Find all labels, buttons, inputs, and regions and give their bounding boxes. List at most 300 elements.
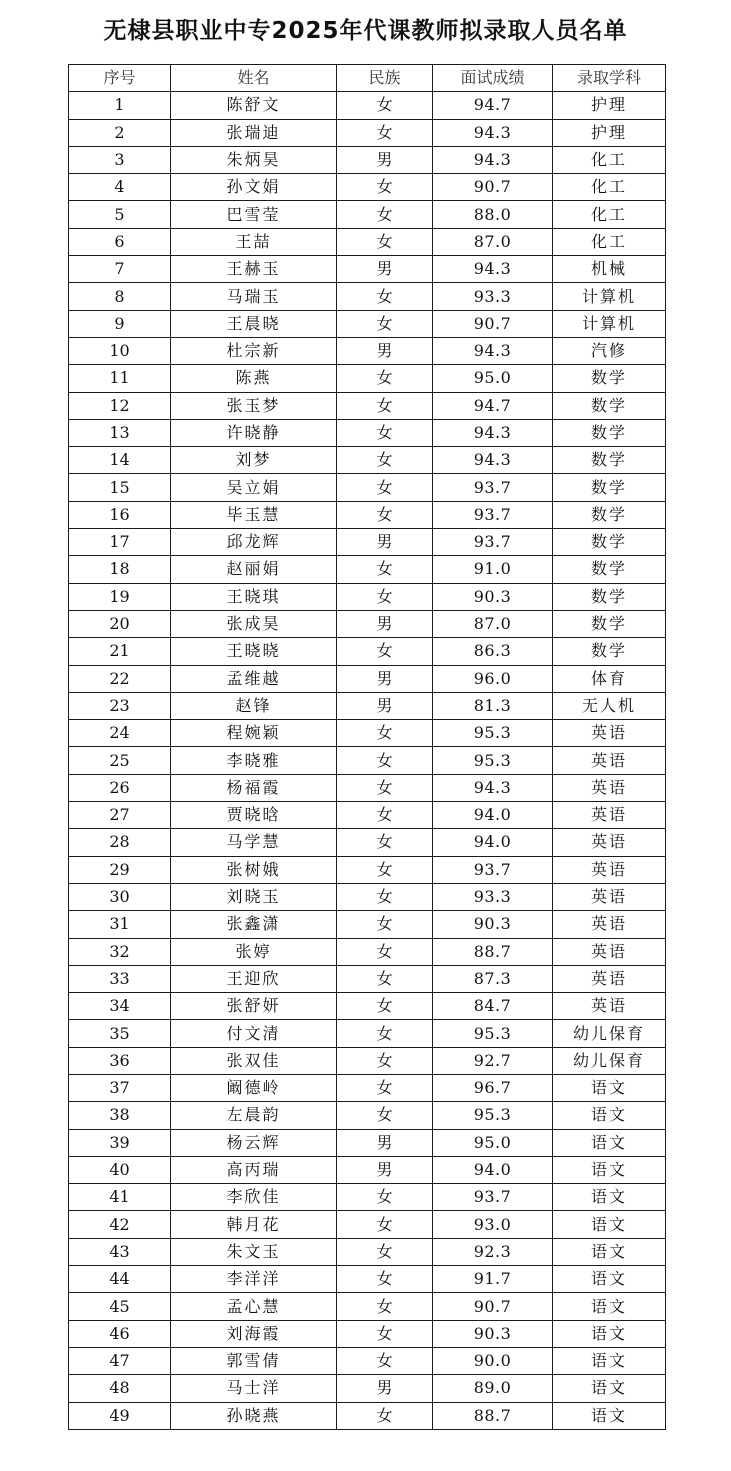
cell-serial-number: 40 <box>69 1156 171 1183</box>
cell-admitted-subject: 英语 <box>553 747 666 774</box>
cell-admitted-subject: 幼儿保育 <box>553 1047 666 1074</box>
cell-gender: 女 <box>337 1266 433 1293</box>
cell-serial-number: 17 <box>69 529 171 556</box>
cell-gender: 女 <box>337 201 433 228</box>
cell-name: 张双佳 <box>171 1047 337 1074</box>
cell-admitted-subject: 幼儿保育 <box>553 1020 666 1047</box>
table-row <box>69 720 666 747</box>
cell-serial-number: 49 <box>69 1402 171 1429</box>
cell-gender: 男 <box>337 529 433 556</box>
cell-name: 李欣佳 <box>171 1184 337 1211</box>
table-row <box>69 474 666 501</box>
cell-name: 巴雪莹 <box>171 201 337 228</box>
cell-interview-score: 86.3 <box>433 638 553 665</box>
cell-interview-score: 88.0 <box>433 201 553 228</box>
cell-name: 毕玉慧 <box>171 501 337 528</box>
cell-gender: 女 <box>337 802 433 829</box>
table-row <box>69 638 666 665</box>
cell-admitted-subject: 语文 <box>553 1402 666 1429</box>
table-row <box>69 146 666 173</box>
table-row <box>69 92 666 119</box>
table-row <box>69 856 666 883</box>
cell-serial-number: 21 <box>69 638 171 665</box>
table-row <box>69 1347 666 1374</box>
cell-gender: 男 <box>337 610 433 637</box>
cell-interview-score: 95.3 <box>433 1102 553 1129</box>
cell-gender: 女 <box>337 1102 433 1129</box>
table-row <box>69 829 666 856</box>
cell-admitted-subject: 英语 <box>553 911 666 938</box>
cell-serial-number: 14 <box>69 447 171 474</box>
cell-serial-number: 34 <box>69 993 171 1020</box>
cell-admitted-subject: 语文 <box>553 1211 666 1238</box>
cell-gender: 男 <box>337 146 433 173</box>
cell-name: 张瑞迪 <box>171 119 337 146</box>
cell-admitted-subject: 英语 <box>553 720 666 747</box>
cell-interview-score: 92.3 <box>433 1238 553 1265</box>
table-row <box>69 774 666 801</box>
cell-interview-score: 93.0 <box>433 1211 553 1238</box>
cell-gender: 女 <box>337 447 433 474</box>
cell-name: 孟维越 <box>171 665 337 692</box>
cell-interview-score: 94.0 <box>433 1156 553 1183</box>
admission-table <box>68 64 666 1430</box>
cell-serial-number: 9 <box>69 310 171 337</box>
cell-admitted-subject: 无人机 <box>553 692 666 719</box>
table-row <box>69 1184 666 1211</box>
table-row <box>69 310 666 337</box>
cell-name: 阚德岭 <box>171 1074 337 1101</box>
cell-interview-score: 84.7 <box>433 993 553 1020</box>
cell-serial-number: 42 <box>69 1211 171 1238</box>
cell-interview-score: 89.0 <box>433 1375 553 1402</box>
table-row <box>69 201 666 228</box>
cell-interview-score: 90.3 <box>433 1320 553 1347</box>
cell-serial-number: 1 <box>69 92 171 119</box>
cell-interview-score: 94.7 <box>433 392 553 419</box>
cell-admitted-subject: 数学 <box>553 474 666 501</box>
cell-name: 张树娥 <box>171 856 337 883</box>
cell-interview-score: 81.3 <box>433 692 553 719</box>
cell-name: 马瑞玉 <box>171 283 337 310</box>
cell-gender: 男 <box>337 665 433 692</box>
cell-gender: 女 <box>337 911 433 938</box>
cell-name: 李洋洋 <box>171 1266 337 1293</box>
table-row <box>69 1266 666 1293</box>
cell-interview-score: 91.0 <box>433 556 553 583</box>
cell-serial-number: 8 <box>69 283 171 310</box>
cell-interview-score: 90.7 <box>433 1293 553 1320</box>
table-row <box>69 883 666 910</box>
cell-interview-score: 94.3 <box>433 419 553 446</box>
cell-serial-number: 12 <box>69 392 171 419</box>
table-row <box>69 665 666 692</box>
cell-gender: 男 <box>337 692 433 719</box>
cell-name: 张婷 <box>171 938 337 965</box>
cell-serial-number: 4 <box>69 174 171 201</box>
cell-admitted-subject: 数学 <box>553 419 666 446</box>
cell-interview-score: 93.3 <box>433 283 553 310</box>
cell-name: 王赫玉 <box>171 256 337 283</box>
cell-name: 刘海霞 <box>171 1320 337 1347</box>
cell-admitted-subject: 计算机 <box>553 310 666 337</box>
cell-serial-number: 26 <box>69 774 171 801</box>
table-row <box>69 1020 666 1047</box>
cell-serial-number: 44 <box>69 1266 171 1293</box>
cell-interview-score: 90.3 <box>433 583 553 610</box>
cell-admitted-subject: 语文 <box>553 1156 666 1183</box>
table-header-row <box>69 65 666 92</box>
cell-serial-number: 2 <box>69 119 171 146</box>
header-gender: 民族 <box>337 65 433 92</box>
cell-admitted-subject: 数学 <box>553 529 666 556</box>
cell-gender: 女 <box>337 774 433 801</box>
table-row <box>69 965 666 992</box>
cell-admitted-subject: 化工 <box>553 201 666 228</box>
cell-interview-score: 95.3 <box>433 1020 553 1047</box>
cell-gender: 女 <box>337 474 433 501</box>
cell-serial-number: 7 <box>69 256 171 283</box>
cell-admitted-subject: 计算机 <box>553 283 666 310</box>
cell-admitted-subject: 体育 <box>553 665 666 692</box>
cell-gender: 女 <box>337 965 433 992</box>
table-row <box>69 419 666 446</box>
cell-gender: 女 <box>337 1320 433 1347</box>
cell-serial-number: 24 <box>69 720 171 747</box>
cell-name: 韩月花 <box>171 1211 337 1238</box>
cell-serial-number: 16 <box>69 501 171 528</box>
table-row <box>69 283 666 310</box>
cell-interview-score: 93.7 <box>433 501 553 528</box>
cell-serial-number: 43 <box>69 1238 171 1265</box>
cell-admitted-subject: 语文 <box>553 1074 666 1101</box>
table-row <box>69 1238 666 1265</box>
cell-name: 李晓雅 <box>171 747 337 774</box>
cell-name: 张成昊 <box>171 610 337 637</box>
cell-admitted-subject: 护理 <box>553 119 666 146</box>
cell-admitted-subject: 化工 <box>553 228 666 255</box>
table-row <box>69 993 666 1020</box>
cell-admitted-subject: 数学 <box>553 583 666 610</box>
cell-gender: 女 <box>337 1211 433 1238</box>
cell-admitted-subject: 数学 <box>553 638 666 665</box>
cell-name: 刘晓玉 <box>171 883 337 910</box>
cell-interview-score: 92.7 <box>433 1047 553 1074</box>
cell-admitted-subject: 语文 <box>553 1375 666 1402</box>
table-row <box>69 911 666 938</box>
cell-gender: 女 <box>337 228 433 255</box>
cell-gender: 男 <box>337 1129 433 1156</box>
cell-gender: 男 <box>337 337 433 364</box>
cell-serial-number: 29 <box>69 856 171 883</box>
cell-name: 朱文玉 <box>171 1238 337 1265</box>
cell-interview-score: 90.0 <box>433 1347 553 1374</box>
table-row <box>69 337 666 364</box>
cell-serial-number: 13 <box>69 419 171 446</box>
cell-name: 孙文娟 <box>171 174 337 201</box>
cell-admitted-subject: 数学 <box>553 501 666 528</box>
cell-name: 陈燕 <box>171 365 337 392</box>
table-row <box>69 119 666 146</box>
table-row <box>69 1102 666 1129</box>
cell-interview-score: 90.7 <box>433 174 553 201</box>
cell-serial-number: 38 <box>69 1102 171 1129</box>
cell-admitted-subject: 数学 <box>553 556 666 583</box>
cell-admitted-subject: 数学 <box>553 365 666 392</box>
cell-gender: 女 <box>337 1020 433 1047</box>
cell-name: 杨云辉 <box>171 1129 337 1156</box>
table-row <box>69 1293 666 1320</box>
cell-gender: 女 <box>337 747 433 774</box>
cell-name: 刘梦 <box>171 447 337 474</box>
cell-interview-score: 93.7 <box>433 1184 553 1211</box>
cell-interview-score: 94.0 <box>433 802 553 829</box>
cell-gender: 女 <box>337 501 433 528</box>
cell-name: 赵丽娟 <box>171 556 337 583</box>
cell-gender: 女 <box>337 720 433 747</box>
header-admitted-subject: 录取学科 <box>553 65 666 92</box>
cell-gender: 女 <box>337 1347 433 1374</box>
cell-interview-score: 94.3 <box>433 337 553 364</box>
cell-admitted-subject: 机械 <box>553 256 666 283</box>
cell-interview-score: 94.3 <box>433 146 553 173</box>
cell-interview-score: 95.3 <box>433 720 553 747</box>
cell-interview-score: 94.3 <box>433 256 553 283</box>
cell-serial-number: 18 <box>69 556 171 583</box>
cell-interview-score: 88.7 <box>433 938 553 965</box>
cell-serial-number: 5 <box>69 201 171 228</box>
table-row <box>69 174 666 201</box>
table-row <box>69 1211 666 1238</box>
cell-gender: 女 <box>337 365 433 392</box>
cell-interview-score: 96.7 <box>433 1074 553 1101</box>
cell-name: 马学慧 <box>171 829 337 856</box>
cell-name: 张玉梦 <box>171 392 337 419</box>
cell-gender: 女 <box>337 856 433 883</box>
table-row <box>69 365 666 392</box>
cell-name: 王晨晓 <box>171 310 337 337</box>
cell-name: 杨福霞 <box>171 774 337 801</box>
cell-serial-number: 48 <box>69 1375 171 1402</box>
cell-interview-score: 93.7 <box>433 529 553 556</box>
header-serial-number: 序号 <box>69 65 171 92</box>
table-row <box>69 392 666 419</box>
cell-interview-score: 95.0 <box>433 1129 553 1156</box>
cell-interview-score: 93.7 <box>433 474 553 501</box>
cell-name: 邱龙辉 <box>171 529 337 556</box>
cell-gender: 女 <box>337 1402 433 1429</box>
cell-admitted-subject: 语文 <box>553 1238 666 1265</box>
cell-interview-score: 87.3 <box>433 965 553 992</box>
cell-name: 王喆 <box>171 228 337 255</box>
cell-gender: 女 <box>337 829 433 856</box>
cell-interview-score: 93.7 <box>433 856 553 883</box>
cell-interview-score: 94.0 <box>433 829 553 856</box>
header-name: 姓名 <box>171 65 337 92</box>
cell-name: 朱炳昊 <box>171 146 337 173</box>
cell-serial-number: 25 <box>69 747 171 774</box>
cell-admitted-subject: 语文 <box>553 1320 666 1347</box>
cell-interview-score: 91.7 <box>433 1266 553 1293</box>
cell-gender: 女 <box>337 1074 433 1101</box>
cell-interview-score: 90.7 <box>433 310 553 337</box>
cell-serial-number: 27 <box>69 802 171 829</box>
cell-admitted-subject: 英语 <box>553 829 666 856</box>
cell-gender: 女 <box>337 1238 433 1265</box>
cell-interview-score: 88.7 <box>433 1402 553 1429</box>
cell-gender: 女 <box>337 993 433 1020</box>
cell-serial-number: 20 <box>69 610 171 637</box>
cell-gender: 女 <box>337 1047 433 1074</box>
table-row <box>69 1375 666 1402</box>
cell-gender: 女 <box>337 638 433 665</box>
cell-name: 许晓静 <box>171 419 337 446</box>
cell-admitted-subject: 语文 <box>553 1129 666 1156</box>
cell-serial-number: 30 <box>69 883 171 910</box>
cell-gender: 女 <box>337 556 433 583</box>
cell-admitted-subject: 英语 <box>553 774 666 801</box>
cell-interview-score: 94.3 <box>433 119 553 146</box>
cell-name: 程婉颖 <box>171 720 337 747</box>
table-body <box>69 92 666 1430</box>
table-row <box>69 228 666 255</box>
cell-admitted-subject: 数学 <box>553 447 666 474</box>
cell-serial-number: 39 <box>69 1129 171 1156</box>
cell-gender: 女 <box>337 938 433 965</box>
cell-name: 赵锋 <box>171 692 337 719</box>
cell-gender: 女 <box>337 1184 433 1211</box>
cell-admitted-subject: 语文 <box>553 1184 666 1211</box>
cell-gender: 女 <box>337 119 433 146</box>
cell-serial-number: 10 <box>69 337 171 364</box>
cell-admitted-subject: 汽修 <box>553 337 666 364</box>
document-title: 无棣县职业中专2025年代课教师拟录取人员名单 <box>103 18 628 44</box>
cell-admitted-subject: 英语 <box>553 993 666 1020</box>
cell-serial-number: 36 <box>69 1047 171 1074</box>
cell-serial-number: 46 <box>69 1320 171 1347</box>
cell-serial-number: 11 <box>69 365 171 392</box>
cell-name: 王晓晓 <box>171 638 337 665</box>
cell-name: 左晨韵 <box>171 1102 337 1129</box>
cell-gender: 女 <box>337 392 433 419</box>
table-row <box>69 692 666 719</box>
cell-admitted-subject: 英语 <box>553 938 666 965</box>
cell-name: 孟心慧 <box>171 1293 337 1320</box>
cell-name: 张舒妍 <box>171 993 337 1020</box>
cell-name: 陈舒文 <box>171 92 337 119</box>
cell-gender: 女 <box>337 583 433 610</box>
cell-gender: 女 <box>337 92 433 119</box>
table-row <box>69 1129 666 1156</box>
cell-serial-number: 19 <box>69 583 171 610</box>
cell-gender: 女 <box>337 883 433 910</box>
cell-serial-number: 22 <box>69 665 171 692</box>
table-row <box>69 747 666 774</box>
cell-serial-number: 33 <box>69 965 171 992</box>
table-row <box>69 610 666 637</box>
cell-serial-number: 41 <box>69 1184 171 1211</box>
cell-interview-score: 94.7 <box>433 92 553 119</box>
cell-name: 孙晓燕 <box>171 1402 337 1429</box>
cell-name: 马士洋 <box>171 1375 337 1402</box>
cell-gender: 女 <box>337 174 433 201</box>
cell-admitted-subject: 化工 <box>553 146 666 173</box>
cell-admitted-subject: 英语 <box>553 802 666 829</box>
cell-serial-number: 37 <box>69 1074 171 1101</box>
cell-name: 张鑫潇 <box>171 911 337 938</box>
cell-name: 郭雪倩 <box>171 1347 337 1374</box>
cell-admitted-subject: 英语 <box>553 965 666 992</box>
cell-serial-number: 45 <box>69 1293 171 1320</box>
cell-serial-number: 15 <box>69 474 171 501</box>
cell-gender: 女 <box>337 419 433 446</box>
cell-gender: 女 <box>337 310 433 337</box>
table-row <box>69 447 666 474</box>
cell-admitted-subject: 数学 <box>553 392 666 419</box>
cell-admitted-subject: 数学 <box>553 610 666 637</box>
header-interview-score: 面试成绩 <box>433 65 553 92</box>
cell-gender: 男 <box>337 256 433 283</box>
cell-admitted-subject: 英语 <box>553 883 666 910</box>
table-row <box>69 256 666 283</box>
cell-name: 贾晓晗 <box>171 802 337 829</box>
table-row <box>69 1074 666 1101</box>
table-row <box>69 802 666 829</box>
cell-serial-number: 3 <box>69 146 171 173</box>
cell-gender: 男 <box>337 1156 433 1183</box>
cell-admitted-subject: 化工 <box>553 174 666 201</box>
table-row <box>69 556 666 583</box>
cell-admitted-subject: 护理 <box>553 92 666 119</box>
cell-interview-score: 93.3 <box>433 883 553 910</box>
cell-serial-number: 6 <box>69 228 171 255</box>
cell-admitted-subject: 语文 <box>553 1102 666 1129</box>
cell-gender: 女 <box>337 283 433 310</box>
cell-gender: 男 <box>337 1375 433 1402</box>
cell-admitted-subject: 英语 <box>553 856 666 883</box>
table-row <box>69 583 666 610</box>
cell-serial-number: 28 <box>69 829 171 856</box>
cell-interview-score: 87.0 <box>433 228 553 255</box>
cell-serial-number: 35 <box>69 1020 171 1047</box>
cell-admitted-subject: 语文 <box>553 1266 666 1293</box>
table-row <box>69 1047 666 1074</box>
cell-name: 王迎欣 <box>171 965 337 992</box>
table-row <box>69 1320 666 1347</box>
cell-interview-score: 87.0 <box>433 610 553 637</box>
table-row <box>69 501 666 528</box>
table-row <box>69 529 666 556</box>
cell-admitted-subject: 语文 <box>553 1293 666 1320</box>
table-row <box>69 938 666 965</box>
cell-gender: 女 <box>337 1293 433 1320</box>
cell-name: 王晓琪 <box>171 583 337 610</box>
cell-serial-number: 47 <box>69 1347 171 1374</box>
cell-name: 杜宗新 <box>171 337 337 364</box>
cell-admitted-subject: 语文 <box>553 1347 666 1374</box>
cell-interview-score: 96.0 <box>433 665 553 692</box>
cell-name: 高丙瑞 <box>171 1156 337 1183</box>
table-row <box>69 1402 666 1429</box>
cell-serial-number: 23 <box>69 692 171 719</box>
cell-interview-score: 95.3 <box>433 747 553 774</box>
table-row <box>69 1156 666 1183</box>
cell-interview-score: 94.3 <box>433 774 553 801</box>
cell-serial-number: 31 <box>69 911 171 938</box>
cell-name: 吴立娟 <box>171 474 337 501</box>
cell-name: 付文清 <box>171 1020 337 1047</box>
cell-interview-score: 94.3 <box>433 447 553 474</box>
